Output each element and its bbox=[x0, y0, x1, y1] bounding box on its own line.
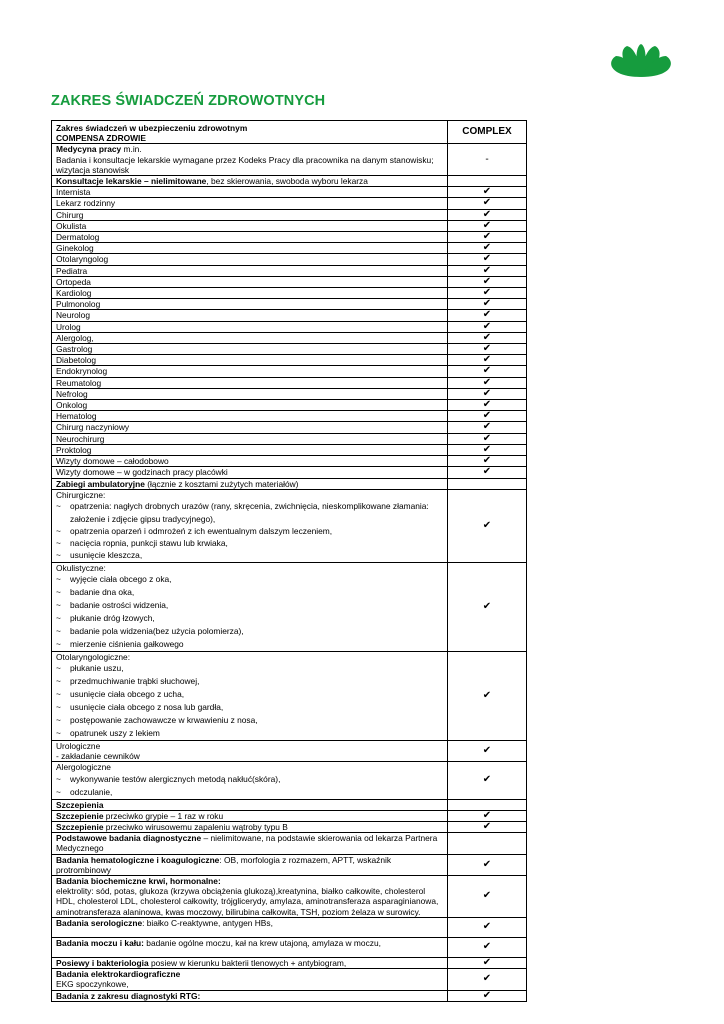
table-row-specialist bbox=[52, 344, 527, 355]
specialist-name: Otolaryngolog bbox=[52, 254, 448, 265]
table-row-serologiczne: Badania serologiczne: białko C-reaktywne, antygen HBs, ✔ bbox=[52, 917, 527, 937]
check-cell: ✔ bbox=[448, 822, 527, 833]
check-cell: ✔ bbox=[448, 254, 527, 265]
check-cell: ✔ bbox=[448, 411, 527, 422]
otolaryngologiczne-list bbox=[56, 662, 443, 739]
table-header-left: Zakres świadczeń w ubezpieczeniu zdrowotnym COMPENSA ZDROWIE bbox=[52, 121, 448, 144]
table-row-hematologiczne: Badania hematologiczne i koagulogiczne: OB, morfologia z rozmazem, APTT, wskaźnik protrombinowy ✔ bbox=[52, 854, 527, 875]
table-row-specialist bbox=[52, 377, 527, 388]
check-cell: ✔ bbox=[448, 355, 527, 366]
list-item: ~ opatrzenia oparzeń i odmrożeń z ich ewentualnym dalszym leczeniem, bbox=[56, 525, 443, 537]
table-row-szczepienie-hbv: Szczepienie przeciwko wirusowemu zapaleniu wątroby typu B ✔ bbox=[52, 822, 527, 833]
table-row-specialist bbox=[52, 254, 527, 265]
benefits-table bbox=[51, 120, 527, 1002]
list-item: ~ usunięcie ciała obcego z ucha, bbox=[56, 688, 443, 701]
specialist-name: Nefrolog bbox=[52, 388, 448, 399]
table-row-zabiegi: Zabiegi ambulatoryjne (łącznie z kosztami zużytych materiałów) bbox=[52, 478, 527, 489]
table-row-szczepienia: Szczepienia bbox=[52, 799, 527, 810]
check-cell: ✔ bbox=[448, 456, 527, 467]
check-cell: ✔ bbox=[448, 310, 527, 321]
specialist-name: Alergolog, bbox=[52, 332, 448, 343]
specialist-name: Kardiolog bbox=[52, 288, 448, 299]
table-row-szczepienie-grypa: Szczepienie przeciwko grypie – 1 raz w roku ✔ bbox=[52, 810, 527, 821]
check-cell: ✔ bbox=[448, 444, 527, 455]
check-cell: ✔ bbox=[448, 366, 527, 377]
table-row-specialist bbox=[52, 400, 527, 411]
okulistyczne-list bbox=[56, 573, 443, 650]
list-item: ~ wykonywanie testów alergicznych metodą nakłuć(skóra), bbox=[56, 773, 443, 786]
specialist-name: Endokrynolog bbox=[52, 366, 448, 377]
specialist-name: Urolog bbox=[52, 321, 448, 332]
list-item: ~ usunięcie kleszcza, bbox=[56, 549, 443, 561]
list-item: ~ przedmuchiwanie trąbki słuchowej, bbox=[56, 675, 443, 688]
check-cell: ✔ bbox=[448, 422, 527, 433]
specialist-name: Neurochirurg bbox=[52, 433, 448, 444]
check-cell: ✔ bbox=[448, 937, 527, 957]
check-cell: ✔ bbox=[448, 388, 527, 399]
specialist-name: Proktolog bbox=[52, 444, 448, 455]
table-row-medycyna-pracy: Medycyna pracy m.in. Badania i konsultacje lekarskie wymagane przez Kodeks Pracy dla pracownika na danym stanowisku; wizytacja stanowisk - bbox=[52, 144, 527, 176]
table-row-urologiczne: Urologiczne - zakładanie cewników ✔ bbox=[52, 740, 527, 761]
table-row-specialist bbox=[52, 433, 527, 444]
check-cell: ✔ bbox=[448, 433, 527, 444]
table-row-specialist bbox=[52, 366, 527, 377]
alergologiczne-list bbox=[56, 773, 443, 799]
check-cell: ✔ bbox=[448, 276, 527, 287]
table-header-row bbox=[52, 121, 527, 144]
specialist-name: Internista bbox=[52, 187, 448, 198]
specialist-name: Diabetolog bbox=[52, 355, 448, 366]
list-item: ~ postępowanie zachowawcze w krwawieniu z nosa, bbox=[56, 714, 443, 727]
specialist-name: Wizyty domowe – w godzinach pracy placówki bbox=[52, 467, 448, 478]
check-cell: ✔ bbox=[448, 762, 527, 799]
list-item: ~ mierzenie ciśnienia gałkowego bbox=[56, 638, 443, 651]
table-row-specialist bbox=[52, 355, 527, 366]
table-row-specialist bbox=[52, 220, 527, 231]
list-item: ~ opatrzenia: nagłych drobnych urazów (rany, skręcenia, zwichnięcia, nieskomplikowane złamania: założenie i zdjęcie gipsu tradycyjnego), bbox=[56, 500, 443, 525]
company-logo bbox=[608, 44, 674, 80]
specialist-name: Pulmonolog bbox=[52, 299, 448, 310]
table-row-specialist bbox=[52, 388, 527, 399]
table-row-podstawowe-badania: Podstawowe badania diagnostyczne – nielimitowane, na podstawie skierowania od lekarza Partnera Medycznego bbox=[52, 833, 527, 854]
list-item: ~ płukanie uszu, bbox=[56, 662, 443, 675]
specialist-name: Onkolog bbox=[52, 400, 448, 411]
check-cell: ✔ bbox=[448, 344, 527, 355]
page-title: ZAKRES ŚWIADCZEŃ ZDROWOTNYCH bbox=[51, 93, 326, 109]
check-cell: ✔ bbox=[448, 917, 527, 937]
chirurgiczne-list bbox=[56, 500, 443, 561]
check-cell: ✔ bbox=[448, 740, 527, 761]
list-item: ~ opatrunek uszy z lekiem bbox=[56, 727, 443, 740]
table-header-complex: COMPLEX bbox=[448, 121, 527, 144]
specialist-name: Wizyty domowe – całodobowo bbox=[52, 456, 448, 467]
table-row-chirurgiczne: Chirurgiczne: ~ opatrzenia: nagłych drobnych urazów (rany, skręcenia, zwichnięcia, nieskomplikowane złamania: założenie i zdjęcie gipsu tradycyjnego), ~ opatrzenia oparzeń i odmrożeń z ich ewentualnym dalszym leczeniem, ~ nacięcia ropnia, punkcji stawu lub krwiaka, ~ usunięcie kleszcza, ✔ bbox=[52, 489, 527, 562]
specialist-name: Neurolog bbox=[52, 310, 448, 321]
check-cell: ✔ bbox=[448, 198, 527, 209]
table-row-konsultacje: Konsultacje lekarskie – nielimitowane, bez skierowania, swoboda wyboru lekarza bbox=[52, 176, 527, 187]
specialist-name: Gastrolog bbox=[52, 344, 448, 355]
list-item: ~ badanie pola widzenia(bez użycia polomierza), bbox=[56, 625, 443, 638]
specialist-name: Okulista bbox=[52, 220, 448, 231]
check-cell: ✔ bbox=[448, 265, 527, 276]
check-cell: ✔ bbox=[448, 876, 527, 918]
table-row-specialist bbox=[52, 456, 527, 467]
table-row-specialist bbox=[52, 232, 527, 243]
list-item: ~ odczulanie, bbox=[56, 786, 443, 799]
table-row-specialist bbox=[52, 299, 527, 310]
check-cell: ✔ bbox=[448, 332, 527, 343]
value-cell: - bbox=[448, 144, 527, 176]
table-row-specialist bbox=[52, 209, 527, 220]
check-cell: ✔ bbox=[448, 957, 527, 968]
specialist-name: Ginekolog bbox=[52, 243, 448, 254]
table-row-specialist bbox=[52, 444, 527, 455]
table-row-posiewy: Posiewy i bakteriologia posiew w kierunku bakterii tlenowych + antybiogram, ✔ bbox=[52, 957, 527, 968]
table-row-rtg: Badania z zakresu diagnostyki RTG: ✔ bbox=[52, 990, 527, 1001]
list-item: ~ badanie dna oka, bbox=[56, 586, 443, 599]
specialist-name: Chirurg bbox=[52, 209, 448, 220]
check-cell: ✔ bbox=[448, 810, 527, 821]
specialist-name: Ortopeda bbox=[52, 276, 448, 287]
check-cell: ✔ bbox=[448, 288, 527, 299]
check-cell: ✔ bbox=[448, 651, 527, 740]
list-item: ~ usunięcie ciała obcego z nosa lub gardła, bbox=[56, 701, 443, 714]
table-row-specialist bbox=[52, 198, 527, 209]
table-row-biochemiczne: Badania biochemiczne krwi, hormonalne: elektrolity: sód, potas, glukoza (krzywa obciążenia glukozą),kreatynina, białko całkowite, cholesterol HDL, cholesterol LDL, cholesterol całkowity, trójglicerydy, amylaza, aminotransferaza asparaginianowa, aminotransferaza alaninowa, kwas moczowy, bilirubina całkowita, TSH, poziom żelaza w surowicy. ✔ bbox=[52, 876, 527, 918]
table-row-specialist bbox=[52, 265, 527, 276]
check-cell: ✔ bbox=[448, 467, 527, 478]
list-item: ~ nacięcia ropnia, punkcji stawu lub krwiaka, bbox=[56, 537, 443, 549]
specialist-name: Lekarz rodzinny bbox=[52, 198, 448, 209]
check-cell: ✔ bbox=[448, 220, 527, 231]
check-cell: ✔ bbox=[448, 562, 527, 651]
specialist-name: Chirurg naczyniowy bbox=[52, 422, 448, 433]
check-cell: ✔ bbox=[448, 377, 527, 388]
list-item: ~ płukanie dróg łzowych, bbox=[56, 612, 443, 625]
specialist-name: Hematolog bbox=[52, 411, 448, 422]
list-item: ~ wyjęcie ciała obcego z oka, bbox=[56, 573, 443, 586]
check-cell: ✔ bbox=[448, 209, 527, 220]
check-cell: ✔ bbox=[448, 321, 527, 332]
table-row-otolaryngologiczne: Otolaryngologiczne: ~ płukanie uszu, ~ przedmuchiwanie trąbki słuchowej, ~ usunięcie ciała obcego z ucha, ~ usunięcie ciała obcego z nosa lub gardła, ~ postępowanie zachowawcze w krwawieniu z nosa, ~ opatrunek uszy z lekiem ✔ bbox=[52, 651, 527, 740]
table-row-specialist bbox=[52, 276, 527, 287]
table-row-specialist bbox=[52, 411, 527, 422]
table-row-specialist bbox=[52, 467, 527, 478]
table-row-specialist bbox=[52, 187, 527, 198]
check-cell: ✔ bbox=[448, 243, 527, 254]
table-row-okulistyczne: Okulistyczne: ~ wyjęcie ciała obcego z oka, ~ badanie dna oka, ~ badanie ostrości widzenia, ~ płukanie dróg łzowych, ~ badanie pola widzenia(bez użycia polomierza), ~ mierzenie ciśnienia gałkowego ✔ bbox=[52, 562, 527, 651]
specialist-name: Pediatra bbox=[52, 265, 448, 276]
table-row-specialist bbox=[52, 243, 527, 254]
check-cell: ✔ bbox=[448, 187, 527, 198]
table-row-specialist bbox=[52, 422, 527, 433]
check-cell: ✔ bbox=[448, 854, 527, 875]
check-cell: ✔ bbox=[448, 969, 527, 990]
list-item: ~ badanie ostrości widzenia, bbox=[56, 599, 443, 612]
table-row-mocz-kal: Badania moczu i kału: badanie ogólne moczu, kał na krew utajoną, amylaza w moczu, ✔ bbox=[52, 937, 527, 957]
table-row-specialist bbox=[52, 332, 527, 343]
table-row-specialist bbox=[52, 321, 527, 332]
table-row-ekg: Badania elektrokardiograficzne EKG spoczynkowe, ✔ bbox=[52, 969, 527, 990]
table-row-specialist bbox=[52, 310, 527, 321]
check-cell: ✔ bbox=[448, 400, 527, 411]
check-cell: ✔ bbox=[448, 489, 527, 562]
table-row-alergologiczne: Alergologiczne ~ wykonywanie testów alergicznych metodą nakłuć(skóra), ~ odczulanie, ✔ bbox=[52, 762, 527, 799]
check-cell: ✔ bbox=[448, 299, 527, 310]
specialist-name: Reumatolog bbox=[52, 377, 448, 388]
specialist-name: Dermatolog bbox=[52, 232, 448, 243]
check-cell: ✔ bbox=[448, 232, 527, 243]
table-row-specialist bbox=[52, 288, 527, 299]
check-cell: ✔ bbox=[448, 990, 527, 1001]
